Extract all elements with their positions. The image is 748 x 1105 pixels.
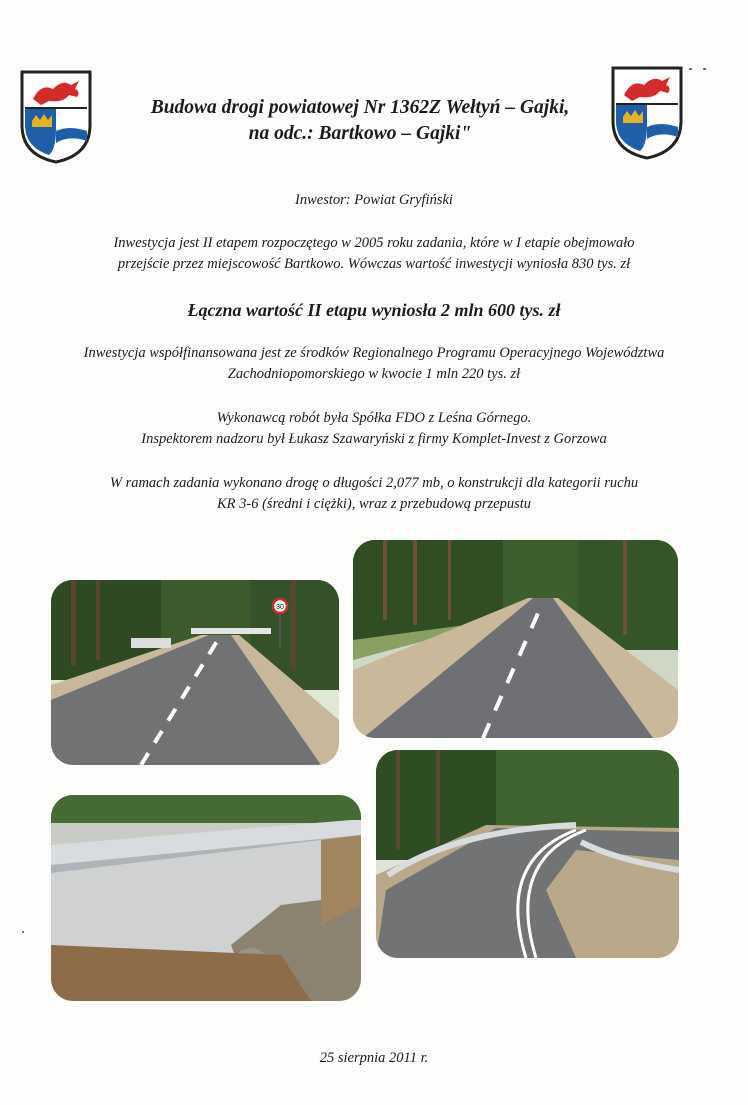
stage-text-line-2: przejście przez miejscowość Bartkowo. Wówczas wartość inwestycji wyniosła 830 tys. zł (117, 256, 631, 272)
document-title (100, 95, 620, 147)
funding-text-line-2: Zachodniopomorskiego w kwocie 1 mln 220 tys. zł (227, 366, 521, 382)
scope-text-line-2: KR 3-6 (średni i ciężki), wraz z przebudową przepustu (216, 496, 532, 512)
coat-of-arms-left (19, 69, 93, 165)
photo-culvert-bridge (51, 795, 361, 1001)
inspector-text: Inspektorem nadzoru był Łukasz Szawaryński z firmy Komplet-Invest z Gorzowa (141, 431, 607, 447)
photo-curved-road-guardrails (376, 750, 679, 958)
coat-of-arms-right (610, 65, 684, 161)
scope-text-line-1: W ramach zadania wykonano drogę o długości 2,077 mb, o konstrukcji dla kategorii ruchu (109, 475, 639, 491)
stage-text-line-1: Inwestycja jest II etapem rozpoczętego w 2005 roku zadania, które w I etapie obejmowało (113, 235, 635, 251)
total-value-heading: Łączna wartość II etapu wyniosła 2 mln 600 tys. zł (187, 300, 561, 320)
title-line-2: na odc.: Bartkowo – Gajki" (248, 123, 472, 144)
title-line-1: Budowa drogi powiatowej Nr 1362Z Wełtyń – Gajki, (150, 97, 570, 118)
photo-road-forest-speed-sign (51, 580, 339, 765)
investor-text: Inwestor: Powiat Gryfiński (295, 192, 453, 208)
funding-text-line-1: Inwestycja współfinansowana jest ze środków Regionalnego Programu Operacyjnego Województwa (83, 345, 665, 361)
document-date: 25 sierpnia 2011 r. (319, 1050, 429, 1066)
scan-speck (22, 931, 24, 933)
contractor-text: Wykonawcą robót była Spółka FDO z Leśna Górnego. (216, 410, 532, 426)
photo-straight-road-forest (353, 540, 678, 738)
scan-speck (689, 68, 692, 70)
scan-speck (703, 68, 706, 70)
speed-limit-sign: 30 (276, 604, 284, 611)
